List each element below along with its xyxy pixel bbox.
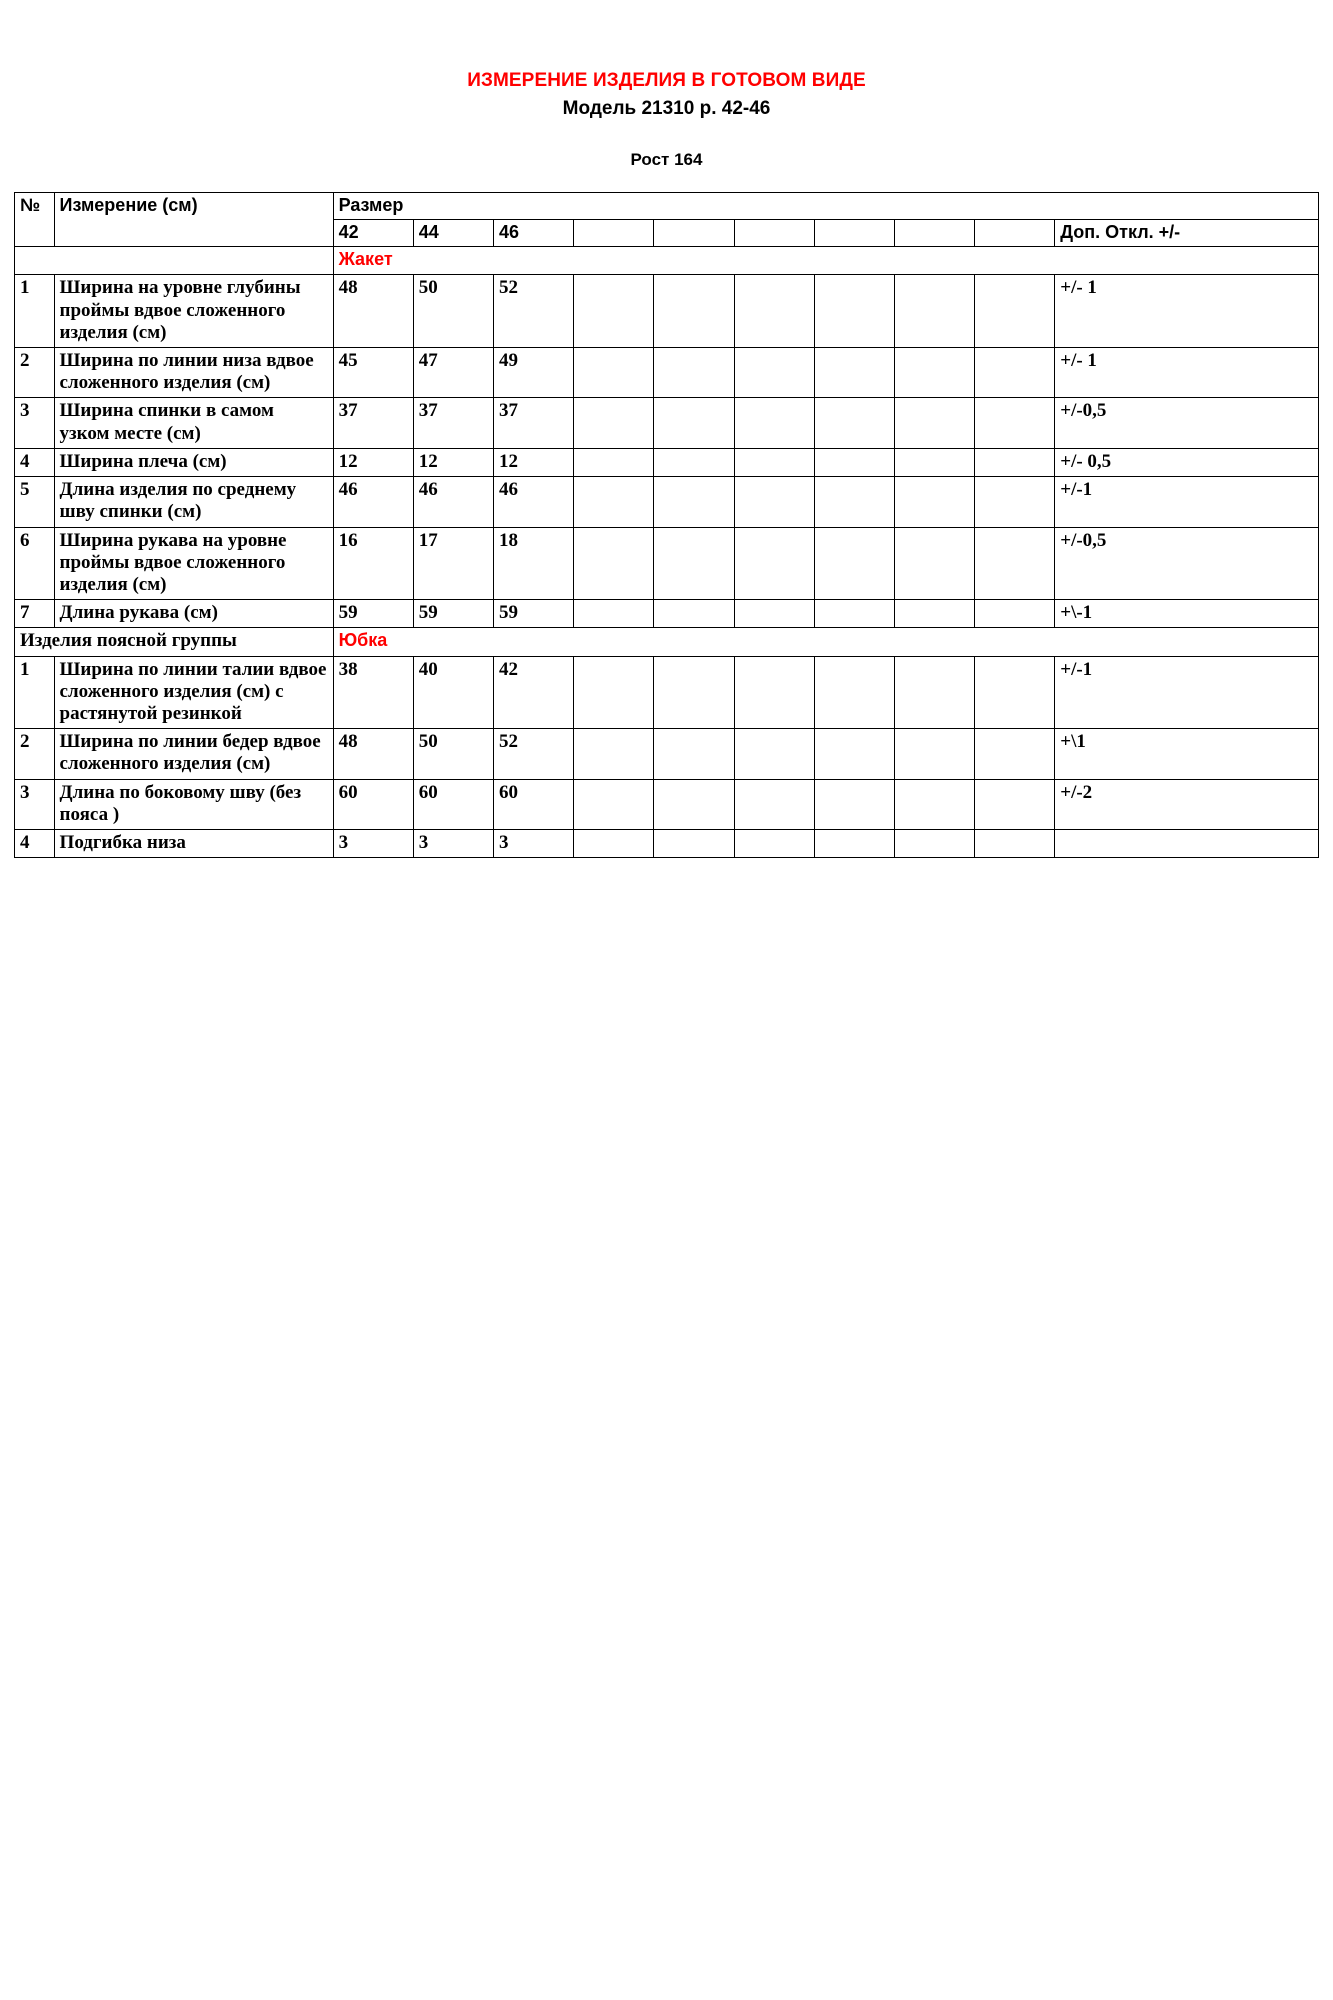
row-value: 40 [413,656,493,729]
header-deviation: Доп. Откл. +/- [1055,220,1319,247]
header-size-group: Размер [333,193,1318,220]
section-row [15,628,1319,656]
row-value-empty [574,477,654,527]
row-measure-name: Длина рукава (см) [54,600,333,628]
row-value-empty [975,477,1055,527]
row-value-empty [654,729,734,779]
header-size-42: 42 [333,220,413,247]
table-row [15,477,1319,527]
row-value-empty [975,656,1055,729]
row-value: 48 [333,729,413,779]
row-deviation [1055,830,1319,858]
row-value: 60 [333,779,413,829]
row-value: 37 [493,398,573,448]
row-number: 1 [15,275,55,348]
row-measure-name: Ширина на уровне глубины проймы вдвое сложенного изделия (см) [54,275,333,348]
row-value: 3 [493,830,573,858]
row-value-empty [654,275,734,348]
row-value: 59 [493,600,573,628]
row-value-empty [975,347,1055,397]
row-measure-name: Длина изделия по среднему шву спинки (см) [54,477,333,527]
row-value-empty [574,275,654,348]
row-value-empty [814,477,894,527]
row-value-empty [814,779,894,829]
row-deviation: +/-0,5 [1055,527,1319,600]
header-measure: Измерение (см) [54,193,333,247]
row-value-empty [814,275,894,348]
row-value: 38 [333,656,413,729]
row-deviation: +/-1 [1055,656,1319,729]
header-size-empty [574,220,654,247]
row-number: 7 [15,600,55,628]
row-value: 52 [493,729,573,779]
header-size-empty [894,220,974,247]
row-value: 37 [333,398,413,448]
row-number: 5 [15,477,55,527]
row-value: 46 [493,477,573,527]
row-value: 60 [493,779,573,829]
row-value-empty [894,656,974,729]
row-value-empty [574,600,654,628]
header-size-44: 44 [413,220,493,247]
table-row [15,527,1319,600]
row-value: 17 [413,527,493,600]
title-block [14,70,1319,170]
row-value-empty [734,347,814,397]
table-head [15,193,1319,247]
section-left-label [15,247,334,275]
row-number: 4 [15,830,55,858]
row-value-empty [654,398,734,448]
row-value-empty [734,275,814,348]
row-value-empty [734,527,814,600]
section-title: Юбка [333,628,1318,656]
row-value-empty [574,729,654,779]
row-value: 50 [413,275,493,348]
table-row [15,347,1319,397]
row-deviation: +/- 0,5 [1055,448,1319,476]
row-value: 45 [333,347,413,397]
row-value-empty [975,830,1055,858]
row-value-empty [574,656,654,729]
row-value-empty [654,656,734,729]
row-deviation: +/-1 [1055,477,1319,527]
row-value: 16 [333,527,413,600]
row-value: 49 [493,347,573,397]
row-value: 3 [333,830,413,858]
row-value-empty [654,347,734,397]
model-subtitle: Модель 21310 р. 42-46 [562,98,771,119]
row-value-empty [734,729,814,779]
page-title: ИЗМЕРЕНИЕ ИЗДЕЛИЯ В ГОТОВОМ ВИДЕ [467,70,866,91]
row-value-empty [734,830,814,858]
header-size-empty [814,220,894,247]
header-num: № [15,193,55,247]
row-value-empty [894,729,974,779]
row-value-empty [894,779,974,829]
row-value-empty [894,275,974,348]
row-value-empty [894,448,974,476]
row-value: 18 [493,527,573,600]
row-value-empty [894,477,974,527]
row-number: 4 [15,448,55,476]
row-value-empty [574,527,654,600]
row-measure-name: Ширина по линии низа вдвое сложенного изделия (см) [54,347,333,397]
row-measure-name: Ширина по линии талии вдвое сложенного изделия (см) с растянутой резинкой [54,656,333,729]
row-value-empty [734,600,814,628]
row-number: 1 [15,656,55,729]
row-value-empty [975,527,1055,600]
row-deviation: +\1 [1055,729,1319,779]
row-value: 46 [333,477,413,527]
row-measure-name: Длина по боковому шву (без пояса ) [54,779,333,829]
row-value: 12 [413,448,493,476]
row-value-empty [975,275,1055,348]
section-row [15,247,1319,275]
row-value-empty [814,830,894,858]
row-measure-name: Подгибка низа [54,830,333,858]
row-value-empty [654,830,734,858]
table-row [15,779,1319,829]
row-deviation: +/-2 [1055,779,1319,829]
row-measure-name: Ширина рукава на уровне проймы вдвое сложенного изделия (см) [54,527,333,600]
row-deviation: +\-1 [1055,600,1319,628]
row-value-empty [894,347,974,397]
row-value: 50 [413,729,493,779]
row-value-empty [975,398,1055,448]
row-number: 3 [15,398,55,448]
row-value-empty [975,448,1055,476]
row-value: 46 [413,477,493,527]
measurements-table [14,192,1319,858]
row-value-empty [734,656,814,729]
row-number: 2 [15,347,55,397]
row-value-empty [734,448,814,476]
row-value-empty [574,830,654,858]
row-value-empty [975,600,1055,628]
table-row [15,830,1319,858]
row-value-empty [734,477,814,527]
header-size-empty [975,220,1055,247]
row-value-empty [574,448,654,476]
row-value-empty [894,527,974,600]
row-value: 3 [413,830,493,858]
row-value-empty [814,347,894,397]
row-value: 52 [493,275,573,348]
row-number: 2 [15,729,55,779]
row-value: 37 [413,398,493,448]
row-value-empty [814,527,894,600]
row-number: 3 [15,779,55,829]
header-size-empty [654,220,734,247]
row-value-empty [814,600,894,628]
header-size-46: 46 [493,220,573,247]
row-measure-name: Ширина плеча (см) [54,448,333,476]
table-row [15,729,1319,779]
row-number: 6 [15,527,55,600]
row-value: 59 [333,600,413,628]
row-value: 60 [413,779,493,829]
row-value-empty [574,347,654,397]
row-measure-name: Ширина спинки в самом узком месте (см) [54,398,333,448]
table-row [15,448,1319,476]
row-value-empty [574,779,654,829]
row-value-empty [654,477,734,527]
row-value: 48 [333,275,413,348]
row-value-empty [814,448,894,476]
row-value: 59 [413,600,493,628]
row-value-empty [654,600,734,628]
table-row [15,398,1319,448]
row-value-empty [975,729,1055,779]
row-deviation: +/-0,5 [1055,398,1319,448]
row-value-empty [894,398,974,448]
table-body [15,247,1319,858]
header-size-empty [734,220,814,247]
row-value-empty [814,398,894,448]
row-value: 42 [493,656,573,729]
row-value-empty [734,779,814,829]
row-value-empty [574,398,654,448]
table-header-row-1 [15,193,1319,220]
table-row [15,275,1319,348]
row-value-empty [734,398,814,448]
row-value-empty [894,830,974,858]
section-title: Жакет [333,247,1318,275]
table-row [15,656,1319,729]
row-value: 12 [333,448,413,476]
row-value-empty [894,600,974,628]
row-value-empty [814,656,894,729]
row-measure-name: Ширина по линии бедер вдвое сложенного изделия (см) [54,729,333,779]
row-value: 12 [493,448,573,476]
row-deviation: +/- 1 [1055,275,1319,348]
row-value-empty [814,729,894,779]
row-deviation: +/- 1 [1055,347,1319,397]
row-value-empty [654,448,734,476]
row-value: 47 [413,347,493,397]
row-value-empty [975,779,1055,829]
height-label: Рост 164 [630,150,703,169]
row-value-empty [654,779,734,829]
table-row [15,600,1319,628]
row-value-empty [654,527,734,600]
section-left-label: Изделия поясной группы [15,628,334,656]
